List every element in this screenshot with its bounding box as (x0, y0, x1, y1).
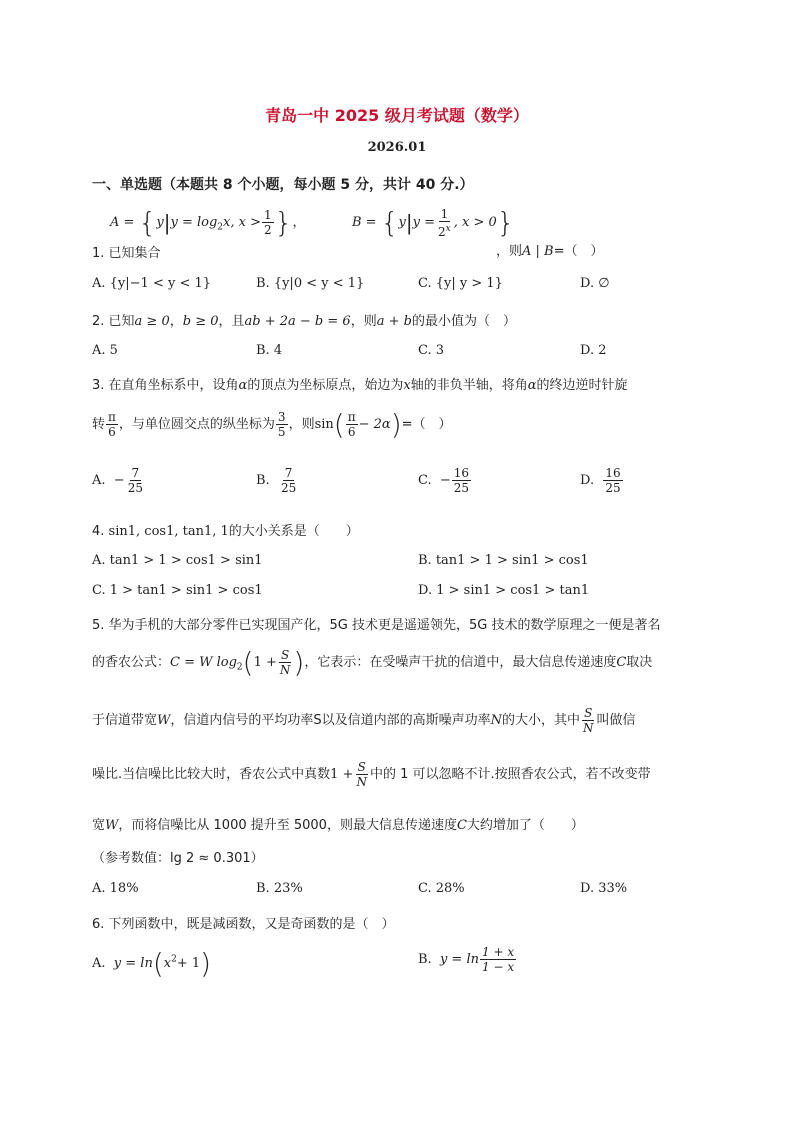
q5-option-c: C. 28% (418, 881, 465, 896)
exam-title: 青岛一中 2025 级月考试题（数学） (265, 106, 529, 125)
q3-line-1: 3. 在直角坐标系中，设角α的顶点为坐标原点，始边为x轴的非负半轴，将角α的终边逆时针旋 (92, 378, 628, 393)
q1-option-c: C. {y| y > 1} (418, 276, 503, 291)
q5-line-3: 于信道带宽W，信道内信号的平均功率S以及信道内部的高斯噪声功率N的大小，其中 $\frac{S}{N}$ 叫做信 (92, 706, 636, 735)
q3-option-b: B. $\frac{7}{25}$ (256, 466, 297, 495)
q2-option-d: D. 2 (580, 343, 607, 358)
q2-option-a: A. 5 (92, 343, 118, 358)
q5-line-4: 噪比.当信噪比比较大时，香农公式中真数1 + $\frac{S}{N}$ 中的 1 可以忽略不计.按照香农公式，若不改变带 (92, 760, 651, 789)
q6-option-b: B. y = ln $\frac{1 + x}{1 - x}$ (418, 945, 515, 974)
q3-line-2: 转 $\frac{\pi}{6}$ ，与单位圆交点的纵坐标为 $\frac{3}{5}$ ，则sin( $\frac{\pi}{6}$ − 2α)=（ ） (92, 408, 452, 441)
q1-option-d: D. ∅ (580, 276, 610, 291)
q2-stem: 2. 已知a ≥ 0，b ≥ 0，且ab + 2a − b = 6，则a + b的最小值为（ ） (92, 314, 516, 329)
q4-option-d: D. 1 > sin1 > cos1 > tan1 (418, 583, 590, 598)
q1-ask: ，则A | B=（ ） (496, 244, 604, 259)
q4-option-b: B. tan1 > 1 > sin1 > cos1 (418, 553, 589, 568)
q5-option-a: A. 18% (92, 881, 139, 896)
q2-option-b: B. 4 (256, 343, 283, 358)
q4-option-c: C. 1 > tan1 > sin1 > cos1 (92, 583, 263, 598)
q5-reference: （参考数值：lg 2 ≈ 0.301） (92, 851, 264, 866)
q5-line-1: 5. 华为手机的大部分零件已实现国产化，5G 技术更是遥遥领先，5G 技术的数学原理之一便是著名 (92, 618, 661, 633)
q6-stem: 6. 下列函数中，既是减函数，又是奇函数的是（ ） (92, 917, 395, 932)
q3-option-c: C. − $\frac{16}{25}$ (418, 466, 470, 495)
q1-set-b: B = {y|y = $\frac{1}{2^x}$ , x > 0} (352, 206, 515, 239)
q1-set-a: $A = \{y|y = \log_2x$, x > $\frac{1}{2}$ }， (110, 206, 306, 239)
q5-line-5: 宽W，而将信噪比从 1000 提升至 5000，则最大信息传递速度C大约增加了（ ） (92, 818, 584, 833)
q1-option-a: A. {y|−1 < y < 1} (92, 276, 212, 291)
section-heading: 一、单选题（本题共 8 个小题，每小题 5 分，共计 40 分.） (92, 177, 474, 193)
q3-option-a: A. − $\frac{7}{25}$ (92, 466, 143, 495)
q1-stem: 1. 已知集合 (92, 246, 161, 261)
q5-option-b: B. 23% (256, 881, 303, 896)
q4-option-a: A. tan1 > 1 > cos1 > sin1 (92, 553, 263, 568)
q5-line-2: 的香农公式：C = W $\log_2(1$ + $\frac{S}{N}$ )，它表示：在受噪声干扰的信道中，最大信息传递速度C取决 (92, 646, 653, 679)
q6-option-a: A. $y = \ln(x^2+ 1)$ (92, 947, 212, 980)
q2-option-c: C. 3 (418, 343, 445, 358)
q3-option-d: D. $\frac{16}{25}$ (580, 466, 621, 495)
exam-date: 2026.01 (367, 140, 427, 155)
q5-option-d: D. 33% (580, 881, 628, 896)
q1-option-b: B. {y|0 < y < 1} (256, 276, 365, 291)
q4-stem: 4. sin1, cos1, tan1, 1的大小关系是（ ） (92, 524, 359, 539)
